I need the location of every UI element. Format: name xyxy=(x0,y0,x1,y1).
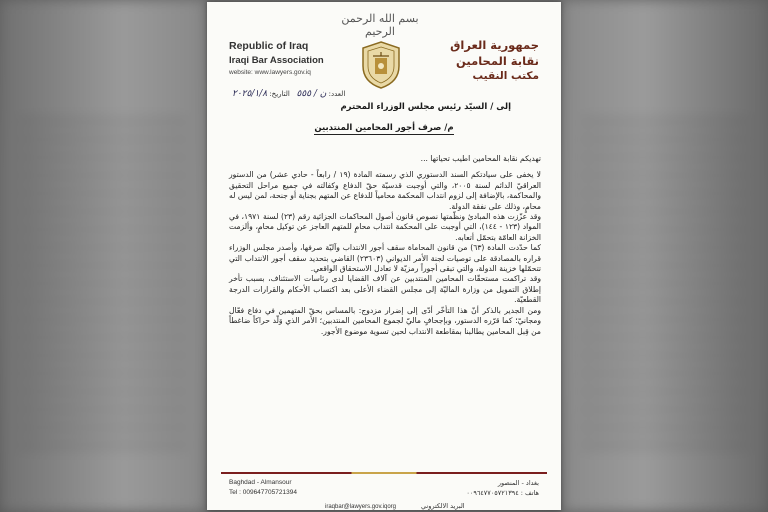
address-en: Baghdad - Almansour xyxy=(229,479,292,486)
address-ar: بغداد - المنصور xyxy=(497,479,539,487)
reference-line xyxy=(232,89,428,99)
footer-arabic xyxy=(466,478,539,498)
email-address: iraqbar@lawyers.gov.iqorg xyxy=(325,504,397,510)
arabic-letterhead xyxy=(429,38,539,82)
paragraph: لا يخفى على سيادتكم السند الدستوري الذي رسمته المادة (١٩ / رابعاً - حادي عشر) من الدستور العراقيّ الدائم لسنة ٢٠٠٥، والتي أوجبت قدسيّة حقّ الدفاع وكفالته في جميع مراحل التحقيق والمحاكمة، بالإضافة إلى لزوم انتداب المحكمة محامياً للدفاع عن المتهم بجناية أو جنحة، لمن ليس له محامٍ، وذلك على نفقة الدولة. xyxy=(229,170,541,211)
phone-ar: هاتف : ٠٠٩٦٤٧٧٠٥٧٢١٣٩٤ xyxy=(466,489,539,497)
background-blur-right xyxy=(563,0,768,512)
background-blur-left xyxy=(0,0,205,512)
ref-number: ن / ٥٥٥ xyxy=(296,89,327,99)
greeting: تهديكم نقابة المحامين اطيب تحياتها ... xyxy=(420,154,541,163)
association-name-ar: نقابة المحامين xyxy=(456,54,539,68)
footer-english xyxy=(229,478,297,498)
bar-association-emblem-icon xyxy=(359,40,403,90)
addressee: إلى / السيّد رئيس مجلس الوزراء المحترم xyxy=(340,102,511,112)
paragraph: وقد عزّزت هذه المبادئ ونظّمتها نصوص قانون أصول المحاكمات الجزائية رقم (٢٣) لسنة ١٩٧١، في المواد (١٢٣ - ١٤٤)، التي أوجبت على المحكمة انتداب محامٍ للمتهم العاجز عن توكيل محامٍ، وألزمت الخزانة العامّة بتحمّل أتعابه. xyxy=(229,212,541,242)
letter-body xyxy=(229,154,541,337)
paragraph: كما حدّدت المادة (٦٣) من قانون المحاماة سقف أجور الانتداب وآليّة صرفها، وأصدر مجلس الوزراء قراره بالمصادقة على توصيات لجنة الأمر الديواني (٢٣٦٠٣) القاضي بتحديد سقف أجور الانتداب التي تتحمّلها خزينة الدولة، والتي تبقى أجوراً رمزيّة لا تعادل الاستحقاق الواقعي. xyxy=(229,243,542,274)
email-label-ar: البريد الالكتروني xyxy=(421,502,465,510)
bismillah-calligraphy: بسم الله الرحمن الرحيم xyxy=(341,12,419,38)
country-name-en: Republic of Iraq xyxy=(229,40,309,52)
subject-text: م/ صرف أجور المحامين المنتدبين xyxy=(314,123,454,133)
date-value: ٢٠٢٥/١/٨ xyxy=(232,89,268,99)
country-name-ar: جمهورية العراق xyxy=(450,38,539,52)
website-text: website: www.lawyers.gov.iq xyxy=(229,69,311,76)
phone-en: Tel : 009647705721394 xyxy=(229,489,297,496)
letter-page xyxy=(207,2,561,510)
date-label: التاريخ: xyxy=(269,90,290,98)
paragraph: وقد تراكمت مستحقّات المحامين المنتدبين عن آلاف القضايا لدى رئاسات الاستئناف، بسبب تأخر إطلاق التمويل من وزارة الماليّة إلى مجلس القضاء الأعلى بعد اكتساب الأحكام والقرارات الدرجة القطعيّة. xyxy=(229,274,541,305)
association-name-en: Iraqi Bar Association xyxy=(229,55,324,66)
paragraph: ومن الجدير بالذكر أنّ هذا التأخّر أدّى إلى إضرار مزدوج: بالمساس بحقّ المتهمين في دفاع فعّال ومجانيّ؛ كما قرّره الدستور، وبإجحافٍ ماليّ لجموع المحامين المنتدبين؛ الأمر الذي وَلّد حراكاً ضاغطاً من قِبل المحامين يطالبنا بمقاطعة الانتداب لحين تسوية موضوع الأجور. xyxy=(229,305,541,336)
footer-divider xyxy=(221,472,547,474)
subject-line xyxy=(207,123,561,133)
office-name-ar: مكتب النقيب xyxy=(472,70,539,82)
ref-label: العدد: xyxy=(328,90,346,98)
english-letterhead xyxy=(229,40,349,76)
